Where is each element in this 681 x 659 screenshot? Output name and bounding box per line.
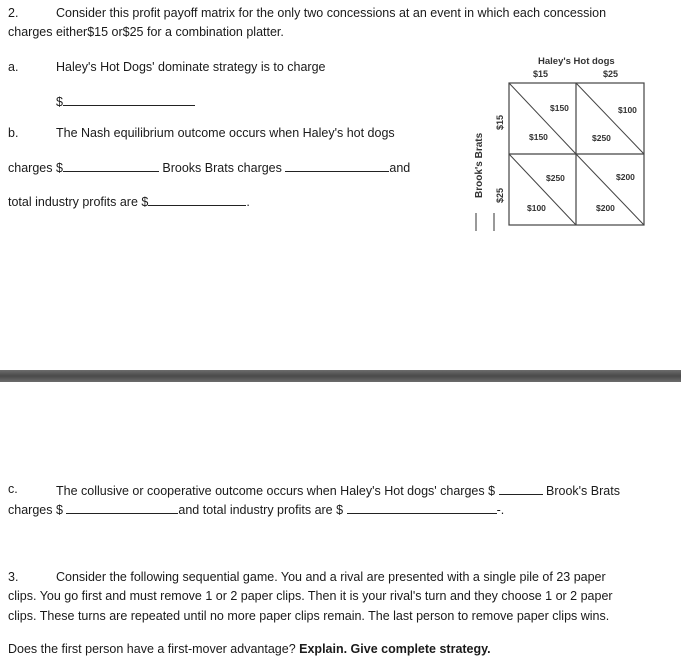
and-label: and [389,161,411,175]
part-c-brooks-label: Brook's Brats [546,484,620,498]
answer-blank[interactable] [285,159,389,172]
part-c-charges-label: charges $ [8,503,63,517]
question-intro-continued: charges either$15 or$25 for a combination platter. [8,25,284,39]
dollar-sign: $ [56,95,63,109]
column-player-label: Haley's Hot dogs [538,56,615,67]
total-profits-label: total industry profits are $ [8,195,149,209]
brooks-charges-label: Brooks Brats charges [162,161,282,175]
page-divider [0,370,681,382]
cell-15-25-haley: $100 [618,105,637,115]
answer-blank[interactable] [347,501,497,514]
row-header-25: $25 [495,187,505,203]
part-c-total-label: and total industry profits are $ [178,503,344,517]
cell-25-15-haley: $250 [546,173,565,183]
question-3-line3: clips. These turns are repeated until no more paper clips remain. The last person to remove paper clips wins. [8,609,610,623]
column-header-15: $15 [533,69,549,79]
part-a-answer [56,93,195,109]
answer-blank[interactable] [66,501,178,514]
part-c-label: c. [8,482,18,496]
answer-blank[interactable] [499,482,543,495]
cell-25-25-brooks: $200 [596,203,615,213]
charges-label: charges $ [8,161,63,175]
cell-15-15-haley: $150 [550,103,569,113]
cell-25-15-brooks: $100 [527,203,546,213]
answer-blank[interactable] [63,93,195,106]
payoff-matrix [470,55,680,235]
question-3-question: Does the first person have a first-mover advantage? [8,642,296,656]
question-3-instruction: Explain. Give complete strategy. [299,642,491,656]
part-b-label: b. [8,126,19,140]
question-3-line2: clips. You go first and must remove 1 or 2 paper clips. Then it is your rival's turn and they choose 1 or 2 paper [8,589,613,603]
period: . [246,195,250,209]
answer-blank[interactable] [148,193,246,206]
matrix-grid [470,55,680,235]
part-b-text: The Nash equilibrium outcome occurs when Haley's hot dogs [56,126,395,140]
row-player-label: Brook's Brats [474,132,485,198]
column-header-25: $25 [603,69,619,79]
question-intro: Consider this profit payoff matrix for the only two concessions at an event in which each concession [56,6,607,20]
cell-15-15-brooks: $150 [529,132,548,142]
part-c-text: The collusive or cooperative outcome occurs when Haley's Hot dogs' charges $ [56,484,496,498]
part-b-total-line [8,193,250,209]
answer-blank[interactable] [63,159,159,172]
question-3-number: 3. [8,570,19,584]
part-c-second-line [8,501,504,517]
question-3-prompt [8,642,491,656]
part-c-text-line [56,482,620,498]
question-3-line1: Consider the following sequential game. You and a rival are presented with a single pile of 23 paper [56,570,606,584]
part-a-text: Haley's Hot Dogs' dominate strategy is to charge [56,60,326,74]
part-b-charges-line [8,159,410,175]
part-a-label: a. [8,60,19,74]
cell-15-25-brooks: $250 [592,133,611,143]
part-c-end: -. [496,503,505,517]
row-header-15: $15 [495,114,505,130]
cell-25-25-haley: $200 [616,172,635,182]
question-number: 2. [8,6,19,20]
